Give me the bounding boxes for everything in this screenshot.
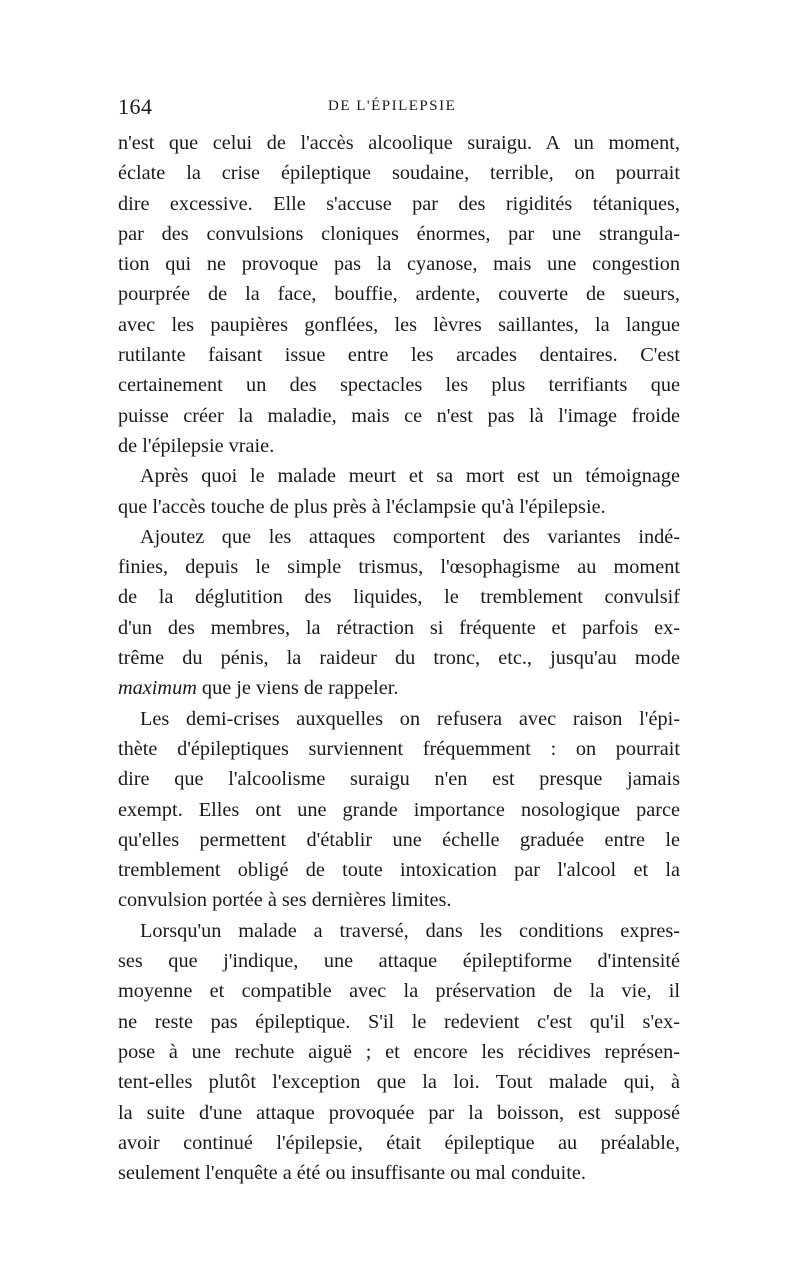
text-line: que l'accès touche de plus près à l'éclampsie qu'à l'épilepsie. bbox=[118, 495, 606, 518]
text-line: avec les paupières gonflées, les lèvres saillantes, la langue bbox=[118, 313, 680, 336]
text-line: tent-elles plutôt l'exception que la loi. Tout malade qui, à bbox=[118, 1071, 680, 1094]
text-line: pourprée de la face, bouffie, ardente, couverte de sueurs, bbox=[118, 283, 680, 306]
text-line: moyenne et compatible avec la préservation de la vie, il bbox=[118, 980, 680, 1003]
text-line: seulement l'enquête a été ou insuffisante ou mal conduite. bbox=[118, 1162, 586, 1185]
text-line: n'est que celui de l'accès alcoolique suraigu. A un moment, bbox=[118, 132, 680, 154]
italic-term: maximum bbox=[118, 677, 197, 700]
text-line: dire excessive. Elle s'accuse par des rigidités tétaniques, bbox=[118, 192, 680, 215]
text-line: tremblement obligé de toute intoxication par l'alcool et la bbox=[118, 859, 680, 882]
running-head bbox=[118, 94, 678, 118]
text-line: certainement un des spectacles les plus terrifiants que bbox=[118, 374, 680, 397]
text-line: thète d'épileptiques surviennent fréquemment : on pourrait bbox=[118, 737, 680, 760]
text-line: exempt. Elles ont une grande importance nosologique parce bbox=[118, 798, 680, 821]
text-line: avoir continué l'épilepsie, était épileptique au préalable, bbox=[118, 1131, 680, 1154]
text-line: dire que l'alcoolisme suraigu n'en est presque jamais bbox=[118, 768, 680, 791]
text-line: ne reste pas épileptique. S'il le redevient c'est qu'il s'ex- bbox=[118, 1010, 680, 1033]
text-line: Lorsqu'un malade a traversé, dans les conditions expres- bbox=[140, 919, 680, 942]
text-line: puisse créer la maladie, mais ce n'est pas là l'image froide bbox=[118, 404, 680, 427]
text-line: convulsion portée à ses dernières limites. bbox=[118, 889, 452, 912]
text-line: finies, depuis le simple trismus, l'œsophagisme au moment bbox=[118, 556, 680, 579]
text-line: trême du pénis, la raideur du tronc, etc., jusqu'au mode bbox=[118, 647, 680, 670]
text-line: ses que j'indique, une attaque épileptiforme d'intensité bbox=[118, 950, 680, 973]
text-line: de la déglutition des liquides, le tremblement convulsif bbox=[118, 586, 680, 609]
text-line: Les demi-crises auxquelles on refusera avec raison l'épi- bbox=[140, 707, 680, 730]
text-line bbox=[118, 673, 680, 703]
body-text bbox=[118, 128, 680, 1188]
text-line: Ajoutez que les attaques comportent des variantes indé- bbox=[140, 525, 680, 548]
text-line: éclate la crise épileptique soudaine, terrible, on pourrait bbox=[118, 162, 680, 185]
text-fragment: que je viens de rappeler. bbox=[196, 677, 399, 700]
text-line: tion qui ne provoque pas la cyanose, mais une congestion bbox=[118, 253, 680, 276]
text-line: Après quoi le malade meurt et sa mort est un témoignage bbox=[140, 465, 680, 488]
text-line: de l'épilepsie vraie. bbox=[118, 434, 275, 457]
running-title: DE L'ÉPILEPSIE bbox=[328, 98, 457, 114]
text-line: par des convulsions cloniques énormes, par une strangula- bbox=[118, 222, 680, 245]
text-line: d'un des membres, la rétraction si fréquente et parfois ex- bbox=[118, 616, 680, 639]
text-line: rutilante faisant issue entre les arcades dentaires. C'est bbox=[118, 344, 680, 367]
text-line: la suite d'une attaque provoquée par la boisson, est supposé bbox=[118, 1101, 680, 1124]
text-line: qu'elles permettent d'établir une échelle graduée entre le bbox=[118, 828, 680, 851]
text-line: pose à une rechute aiguë ; et encore les récidives représen- bbox=[118, 1040, 680, 1063]
page-number: 164 bbox=[118, 94, 153, 119]
